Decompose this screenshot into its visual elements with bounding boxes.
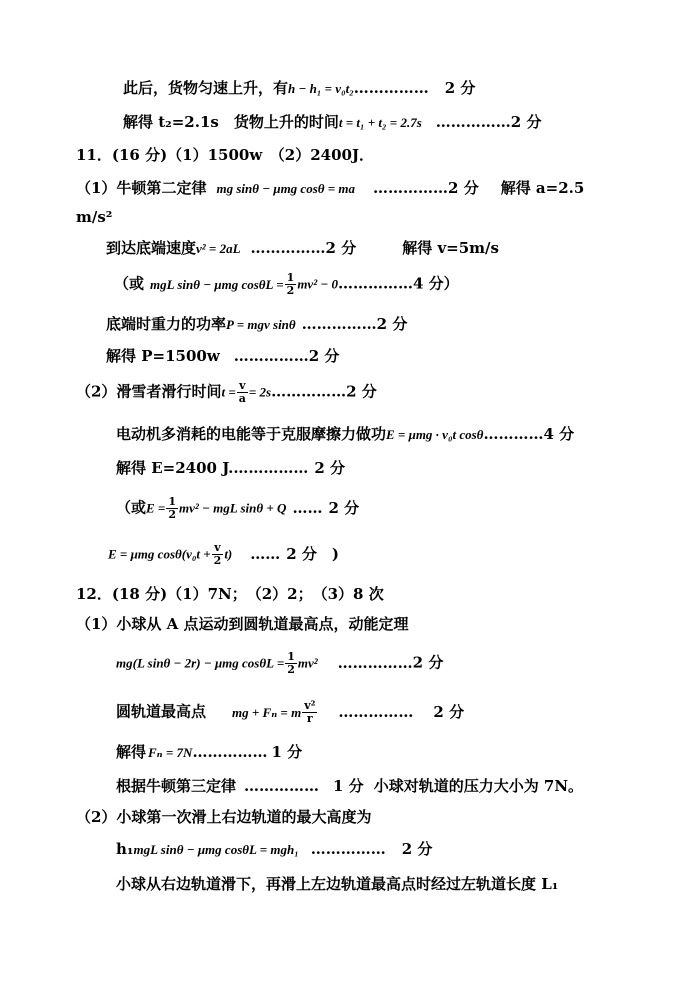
leader-dots: ……………	[192, 743, 268, 761]
line-text: 解得 t₂=2.1s 货物上升的时间	[123, 113, 339, 131]
line-text: 圆轨道最高点	[116, 702, 207, 721]
fraction-denominator: r	[306, 712, 313, 725]
leader-dots: ……………	[310, 840, 386, 858]
fraction-denominator: a	[238, 392, 246, 405]
leader-dots: ……	[292, 498, 323, 517]
fraction-denominator: 2	[168, 508, 177, 521]
solution-line	[116, 651, 443, 676]
solution-line	[76, 380, 377, 405]
leader-dots: ……………	[271, 382, 347, 401]
equation: mv²	[297, 655, 318, 671]
score: 2 分	[328, 498, 360, 517]
score: 2 分	[376, 315, 408, 333]
solution-line	[76, 178, 584, 199]
equation: mg sinθ − μmg cosθ = ma	[216, 181, 356, 196]
equation: E = μmg · v₀t cosθ	[386, 427, 484, 442]
line-text: 根据牛顿第三定律	[116, 777, 237, 795]
solution-line	[116, 776, 583, 796]
score: 2 分	[412, 653, 444, 672]
solution-line	[116, 839, 432, 860]
fraction	[285, 272, 297, 297]
leader-dots: ……………	[373, 179, 449, 197]
line-tail: 解得 v=5m/s	[402, 239, 499, 257]
leader-dots: ……………	[233, 459, 309, 477]
line-text: （或	[116, 498, 147, 517]
score: 4 分	[543, 425, 575, 443]
leader-dots: ……………	[233, 347, 309, 365]
equation: mg + Fₙ = m	[232, 704, 302, 720]
equation: Fₙ = 7N	[148, 745, 193, 760]
leader-dots: ……………	[353, 79, 429, 97]
solution-line	[116, 458, 345, 478]
line-text: 电动机多消耗的电能等于克服摩擦力做功	[116, 425, 387, 443]
score: 2 分	[308, 347, 340, 365]
equation: mgL sinθ − μmg cosθL = mgh₁	[133, 842, 299, 857]
solution-line	[108, 542, 339, 567]
equation: v² = 2aL	[196, 241, 241, 256]
line-tail: 小球对轨道的压力大小为 7N。	[373, 777, 584, 795]
score: 2 分	[444, 79, 476, 97]
solution-line	[116, 496, 359, 521]
line-text: 底端时重力的功率	[106, 315, 227, 333]
equation: mgL sinθ − μmg cosθL =	[150, 276, 284, 292]
leader-dots: …………	[483, 425, 544, 443]
fraction-denominator: 2	[286, 284, 295, 297]
line-text: （2）小球第一次滑上右边轨道的最大高度为	[76, 808, 372, 826]
score: 2 分	[346, 382, 377, 401]
solution-line	[106, 314, 407, 335]
score: 2 分	[314, 459, 346, 477]
solution-line	[114, 272, 459, 297]
line-text: （1）小球从 A 点运动到圆轨道最高点，动能定理	[76, 615, 409, 633]
solution-line	[106, 346, 339, 366]
score: 2 分 )	[286, 544, 340, 563]
leader-dots: ……………	[435, 113, 511, 131]
leader-dots: ……………	[337, 653, 413, 672]
line-text: m/s²	[76, 208, 113, 226]
score: 1 分	[271, 743, 303, 761]
equation: P = mgv sinθ	[226, 317, 296, 332]
fraction-numerator: v	[214, 541, 221, 554]
equation: t)	[224, 546, 233, 562]
solution-line	[116, 424, 574, 445]
score: 2 分	[401, 840, 433, 858]
leader-dots: ……………	[338, 702, 414, 721]
line-text: 解得	[116, 743, 147, 761]
score: 2 分	[433, 702, 465, 721]
question-header	[76, 584, 384, 604]
fraction-numerator: 1	[286, 271, 295, 284]
line-text: 11．(16 分)（1）1500w （2）2400J．	[76, 146, 375, 164]
solution-line	[123, 78, 475, 99]
solution-line	[123, 112, 541, 133]
line-text: 解得 P=1500w	[106, 347, 220, 365]
leader-dots: ……………	[250, 239, 326, 257]
equation: E =	[146, 500, 166, 516]
fraction	[166, 496, 178, 521]
solution-line	[106, 238, 499, 259]
equation: t =	[221, 384, 236, 400]
solution-line	[116, 874, 558, 894]
fraction-numerator: v²	[304, 699, 316, 712]
line-text: 小球从右边轨道滑下，再滑上左边轨道最高点时经过左轨道长度 L₁	[116, 875, 559, 893]
score: 2 分	[325, 239, 357, 257]
line-text: 12．(18 分)（1）7N； （2）2； （3）8 次	[76, 585, 384, 603]
fraction-numerator: v	[239, 379, 246, 392]
score: 2 分	[510, 113, 542, 131]
fraction-numerator: 1	[168, 495, 177, 508]
equation: h − h₁ = v₀t₂	[288, 81, 354, 96]
line-text: 此后，货物匀速上升，有	[123, 79, 289, 97]
fraction-denominator: 2	[213, 554, 222, 567]
solution-line	[116, 742, 302, 763]
solution-line	[76, 614, 409, 634]
line-text: 到达底端速度	[106, 239, 197, 257]
equation: mv² − 0	[297, 276, 338, 292]
leader-dots: ……………	[244, 777, 320, 795]
solution-line	[76, 207, 112, 227]
score: 2 分	[448, 179, 479, 197]
line-text: （1）牛顿第二定律	[76, 179, 207, 197]
line-text: 解得 E=2400 J.	[116, 459, 234, 477]
solution-line	[116, 700, 464, 725]
line-text: （或	[114, 274, 145, 293]
equation: t = t₁ + t₂ = 2.7s	[338, 115, 422, 130]
leader-dots: ……	[250, 544, 281, 563]
leader-dots: ……………	[301, 315, 377, 333]
equation: mv² − mgL sinθ + Q	[179, 500, 287, 516]
fraction	[285, 651, 297, 676]
solution-line	[76, 807, 371, 827]
line-text: h₁	[116, 840, 134, 858]
fraction	[237, 380, 248, 405]
fraction	[302, 700, 317, 725]
equation: E = μmg cosθ(v₀t +	[108, 546, 211, 562]
score: 1 分	[333, 777, 364, 795]
leader-dots: ……………	[337, 274, 413, 293]
fraction-denominator: 2	[287, 663, 295, 676]
question-header	[76, 145, 374, 165]
fraction-numerator: 1	[287, 650, 295, 663]
equation: = 2s	[248, 384, 272, 400]
line-text: （2）滑雪者滑行时间	[76, 382, 222, 401]
line-tail: 解得 a=2.5	[500, 179, 585, 197]
fraction	[212, 542, 224, 567]
equation: mg(L sinθ − 2r) − μmg cosθL =	[116, 655, 285, 671]
score: 4 分）	[412, 274, 459, 293]
